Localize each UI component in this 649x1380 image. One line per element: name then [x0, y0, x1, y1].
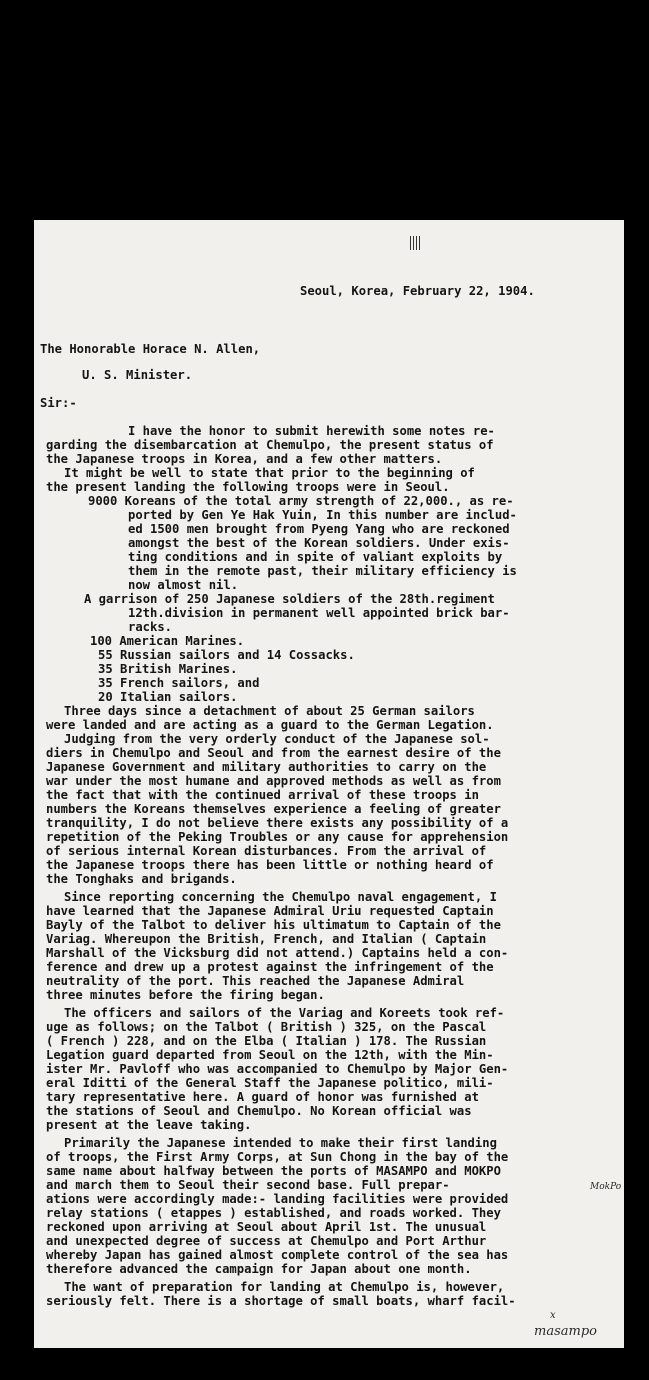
body-line: I have the honor to submit herewith some notes re-: [128, 424, 495, 438]
body-line: repetition of the Peking Troubles or any cause for apprehension: [46, 830, 509, 844]
salutation: Sir:-: [40, 396, 77, 410]
body-line: Marshall of the Vicksburg did not attend.) Captains held a con-: [46, 946, 509, 960]
body-line: 100 American Marines.: [90, 634, 245, 648]
body-line: relay stations ( etappes ) established, and roads worked. They: [46, 1206, 501, 1220]
margin-note: MokPo: [590, 1182, 622, 1192]
footer-note: masampo: [534, 1324, 597, 1339]
body-line: ister Mr. Pavloff who was accompanied to Chemulpo by Major Gen-: [46, 1062, 509, 1076]
body-line: three minutes before the firing began.: [46, 988, 325, 1002]
footer-mark: x: [550, 1310, 556, 1321]
body-line: numbers the Koreans themselves experience a feeling of greater: [46, 802, 501, 816]
body-line: the Japanese troops in Korea, and a few other matters.: [46, 452, 443, 466]
body-line: them in the remote past, their military efficiency is: [128, 564, 517, 578]
body-line: of serious internal Korean disturbances. From the arrival of: [46, 844, 487, 858]
body-line: diers in Chemulpo and Seoul and from the earnest desire of the: [46, 746, 501, 760]
body-line: same name about halfway between the ports of MASAMPO and MOKPO: [46, 1164, 501, 1178]
body-line: therefore advanced the campaign for Japan about one month.: [46, 1262, 472, 1276]
body-line: ference and drew up a protest against the infringement of the: [46, 960, 494, 974]
body-line: seriously felt. There is a shortage of small boats, wharf facil-: [46, 1294, 516, 1308]
body-line: the Tonghaks and brigands.: [46, 872, 237, 886]
body-line: uge as follows; on the Talbot ( British ) 325, on the Pascal: [46, 1020, 487, 1034]
body-line: ting conditions and in spite of valiant exploits by: [128, 550, 503, 564]
body-line: of troops, the First Army Corps, at Sun Chong in the bay of the: [46, 1150, 509, 1164]
body-line: were landed and are acting as a guard to the German Legation.: [46, 718, 494, 732]
body-line: Variag. Whereupon the British, French, and Italian ( Captain: [46, 932, 487, 946]
body-line: now almost nil.: [128, 578, 239, 592]
body-line: present at the leave taking.: [46, 1118, 252, 1132]
body-line: 12th.division in permanent well appointed brick bar-: [128, 606, 510, 620]
body-line: A garrison of 250 Japanese soldiers of the 28th.regiment: [84, 592, 495, 606]
body-line: 9000 Koreans of the total army strength of 22,000., as re-: [88, 494, 514, 508]
body-line: Since reporting concerning the Chemulpo naval engagement, I: [64, 890, 497, 904]
body-line: whereby Japan has gained almost complete control of the sea has: [46, 1248, 509, 1262]
body-line: Bayly of the Talbot to deliver his ultimatum to Captain of the: [46, 918, 501, 932]
body-line: Three days since a detachment of about 25 German sailors: [64, 704, 475, 718]
body-line: war under the most humane and approved methods as well as from: [46, 774, 501, 788]
body-line: Primarily the Japanese intended to make their first landing: [64, 1136, 497, 1150]
body-line: eral Iditti of the General Staff the Japanese politico, mili-: [46, 1076, 494, 1090]
body-line: the stations of Seoul and Chemulpo. No Korean official was: [46, 1104, 472, 1118]
body-line: tranquility, I do not believe there exists any possibility of a: [46, 816, 509, 830]
body-line: the present landing the following troops were in Seoul.: [46, 480, 450, 494]
body-line: ported by Gen Ye Hak Yuin, In this number are includ-: [128, 508, 517, 522]
body-line: neutrality of the port. This reached the Japanese Admiral: [46, 974, 465, 988]
body-line: ations were accordingly made:- landing facilities were provided: [46, 1192, 509, 1206]
body-line: The officers and sailors of the Variag and Koreets took ref-: [64, 1006, 505, 1020]
body-line: 55 Russian sailors and 14 Cossacks.: [98, 648, 355, 662]
body-line: reckoned upon arriving at Seoul about April 1st. The unusual: [46, 1220, 487, 1234]
body-line: Judging from the very orderly conduct of the Japanese sol-: [64, 732, 490, 746]
addressee: The Honorable Horace N. Allen,: [40, 342, 261, 356]
body-line: the fact that with the continued arrival of these troops in: [46, 788, 479, 802]
body-line: and unexpected degree of success at Chemulpo and Port Arthur: [46, 1234, 487, 1248]
body-line: The want of preparation for landing at Chemulpo is, however,: [64, 1280, 505, 1294]
body-line: Japanese Government and military authorities to carry on the: [46, 760, 487, 774]
body-line: amongst the best of the Korean soldiers. Under exis-: [128, 536, 510, 550]
punch-mark: [410, 236, 422, 250]
body-line: 20 Italian sailors.: [98, 690, 238, 704]
body-line: ed 1500 men brought from Pyeng Yang who are reckoned: [128, 522, 510, 536]
body-line: have learned that the Japanese Admiral Uriu requested Captain: [46, 904, 494, 918]
body-line: 35 British Marines.: [98, 662, 238, 676]
body-line: 35 French sailors, and: [98, 676, 260, 690]
dateline: Seoul, Korea, February 22, 1904.: [300, 284, 535, 298]
body-line: racks.: [128, 620, 173, 634]
body-line: and march them to Seoul their second base. Full prepar-: [46, 1178, 450, 1192]
body-line: Legation guard departed from Seoul on the 12th, with the Min-: [46, 1048, 494, 1062]
body-line: garding the disembarcation at Chemulpo, the present status of: [46, 438, 494, 452]
body-line: the Japanese troops there has been little or nothing heard of: [46, 858, 494, 872]
document-page: [34, 220, 624, 1348]
body-line: ( French ) 228, and on the Elba ( Italian ) 178. The Russian: [46, 1034, 487, 1048]
body-line: tary representative here. A guard of honor was furnished at: [46, 1090, 479, 1104]
addressee-title: U. S. Minister.: [82, 368, 193, 382]
body-line: It might be well to state that prior to the beginning of: [64, 466, 475, 480]
